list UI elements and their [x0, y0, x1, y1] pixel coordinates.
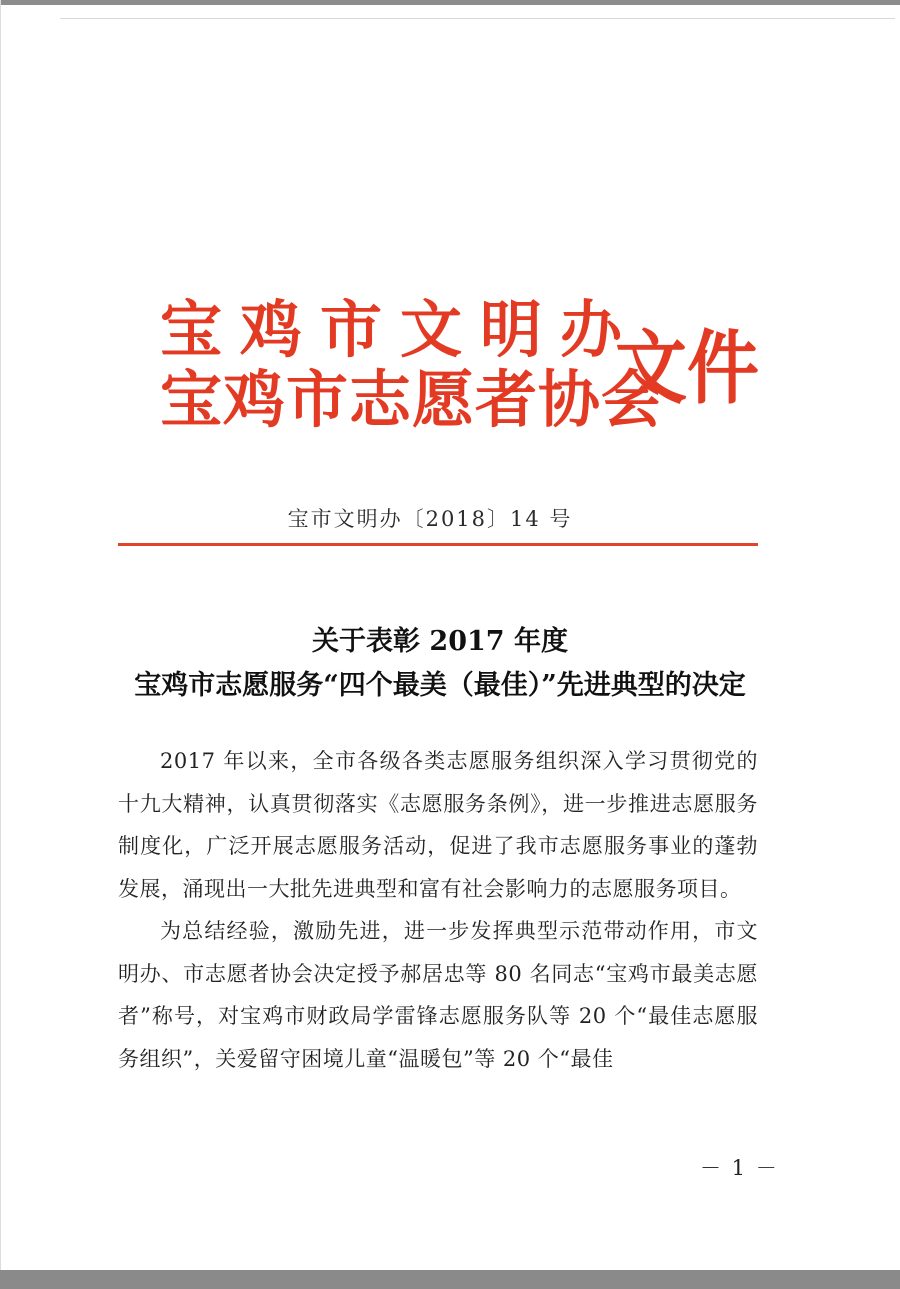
scan-hairline — [60, 18, 895, 19]
document-masthead — [160, 293, 759, 445]
page-edge — [0, 0, 1, 1270]
title-line-2: 宝鸡市志愿服务“四个最美（最佳）”先进典型的决定 — [134, 670, 746, 701]
body-paragraph-1: 2017 年以来，全市各级各类志愿服务组织深入学习贯彻党的十九大精神，认真贯彻落实《志愿服务条例》，进一步推进志愿服务制度化，广泛开展志愿服务活动，促进了我市志愿服务事业的蓬勃发展，涌现出一大批先进典型和富有社会影响力的志愿服务项目。 — [118, 749, 758, 901]
body-paragraph-2: 为总结经验，激励先进，进一步发挥典型示范带动作用，市文明办、市志愿者协会决定授予郝居忠等 80 名同志“宝鸡市最美志愿者”称号，对宝鸡市财政局学雷锋志愿服务队等 20 个“最佳志愿服务组织”，关爱留守困境儿童“温暖包”等 20 个“最佳 — [118, 919, 758, 1071]
scan-border-top — [0, 0, 900, 5]
masthead-suffix: 文件 — [615, 321, 759, 415]
masthead-issuer-1: 宝鸡市文明办 — [160, 293, 641, 366]
document-title — [100, 620, 780, 708]
scan-border-bottom — [0, 1270, 900, 1289]
document-body — [118, 740, 758, 1080]
masthead-issuer-2: 宝鸡市志愿者协会 — [160, 363, 665, 436]
red-separator-rule — [118, 543, 758, 546]
document-number: 宝市文明办〔2018〕14 号 — [287, 507, 573, 531]
page-number: － 1 － — [700, 1156, 779, 1180]
title-line-1: 关于表彰 2017 年度 — [312, 626, 568, 657]
